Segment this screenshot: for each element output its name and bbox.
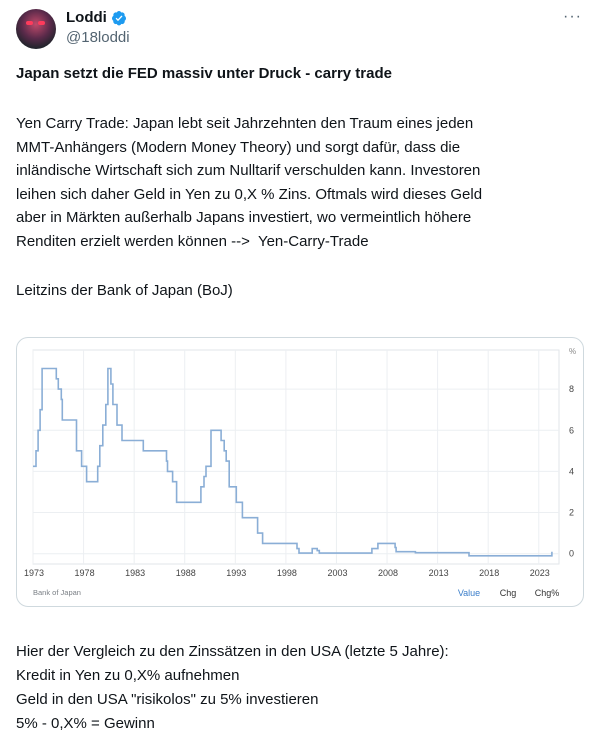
verified-badge-icon <box>111 10 127 26</box>
conclusion-line: Geld in den USA "risikolos" zu 5% investieren <box>16 691 319 708</box>
y-tick-label: 2 <box>569 507 575 518</box>
x-tick-label: 2023 <box>529 568 550 578</box>
post-title: Japan setzt die FED massiv unter Druck - carry trade <box>16 65 392 82</box>
avatar-eye-left <box>26 21 33 25</box>
paragraph-line: Renditen erzielt werden können --> Yen-Carry-Trade <box>16 232 369 250</box>
chg-toggle[interactable]: Chg <box>499 588 517 598</box>
x-tick-label: 1973 <box>23 568 45 578</box>
paragraph-line: aber in Märkten außerhalb Japans investiert, wo vermeintlich höhere <box>16 209 472 226</box>
author-row <box>66 9 127 26</box>
avatar[interactable] <box>16 9 56 49</box>
series-line <box>33 369 552 556</box>
author-handle[interactable]: @18loddi <box>66 29 130 46</box>
y-unit-label: % <box>569 347 577 356</box>
conclusion-line: Kredit in Yen zu 0,X% aufnehmen <box>16 667 240 684</box>
chg-pct-toggle[interactable]: Chg% <box>534 588 560 598</box>
x-tick-label: 2013 <box>428 568 449 578</box>
plot-frame <box>33 350 559 564</box>
paragraph-line: leihen sich daher Geld in Yen zu 0,X % Zins. Oftmals wird dieses Geld <box>16 185 483 203</box>
post-paragraph <box>16 112 576 253</box>
conclusion-line: 5% - 0,X% = Gewinn <box>16 715 155 732</box>
y-tick-label: 4 <box>569 466 575 477</box>
chart-image[interactable] <box>16 337 584 607</box>
x-tick-label: 1988 <box>175 568 196 578</box>
x-tick-label: 2018 <box>479 568 500 578</box>
more-options-icon[interactable]: ··· <box>563 8 582 25</box>
x-tick-label: 1998 <box>276 568 297 578</box>
paragraph-line: MMT-Anhängers (Modern Money Theory) und sorgt dafür, dass die <box>16 138 461 156</box>
post-conclusion <box>16 640 586 736</box>
y-tick-label: 8 <box>569 384 575 395</box>
y-tick-label: 6 <box>569 425 575 436</box>
x-tick-label: 2003 <box>327 568 348 578</box>
avatar-eye-right <box>38 21 45 25</box>
author-name[interactable]: Loddi <box>66 9 107 26</box>
paragraph-line: inländische Wirtschaft sich zum Nulltarif verschulden kann. Investoren <box>16 162 481 179</box>
x-tick-label: 2008 <box>378 568 399 578</box>
x-tick-label: 1993 <box>226 568 247 578</box>
y-tick-label: 0 <box>569 548 575 559</box>
x-tick-label: 1978 <box>74 568 95 578</box>
boj-rate-chart <box>17 338 583 606</box>
conclusion-line: Hier der Vergleich zu den Zinssätzen in den USA (letzte 5 Jahre): <box>16 643 449 660</box>
source-label: Bank of Japan <box>33 588 81 597</box>
x-tick-label: 1983 <box>125 568 146 578</box>
paragraph-line: Yen Carry Trade: Japan lebt seit Jahrzehnten den Traum eines jeden <box>16 115 474 132</box>
chart-intro-line: Leitzins der Bank of Japan (BoJ) <box>16 282 233 299</box>
value-toggle[interactable]: Value <box>457 588 481 598</box>
